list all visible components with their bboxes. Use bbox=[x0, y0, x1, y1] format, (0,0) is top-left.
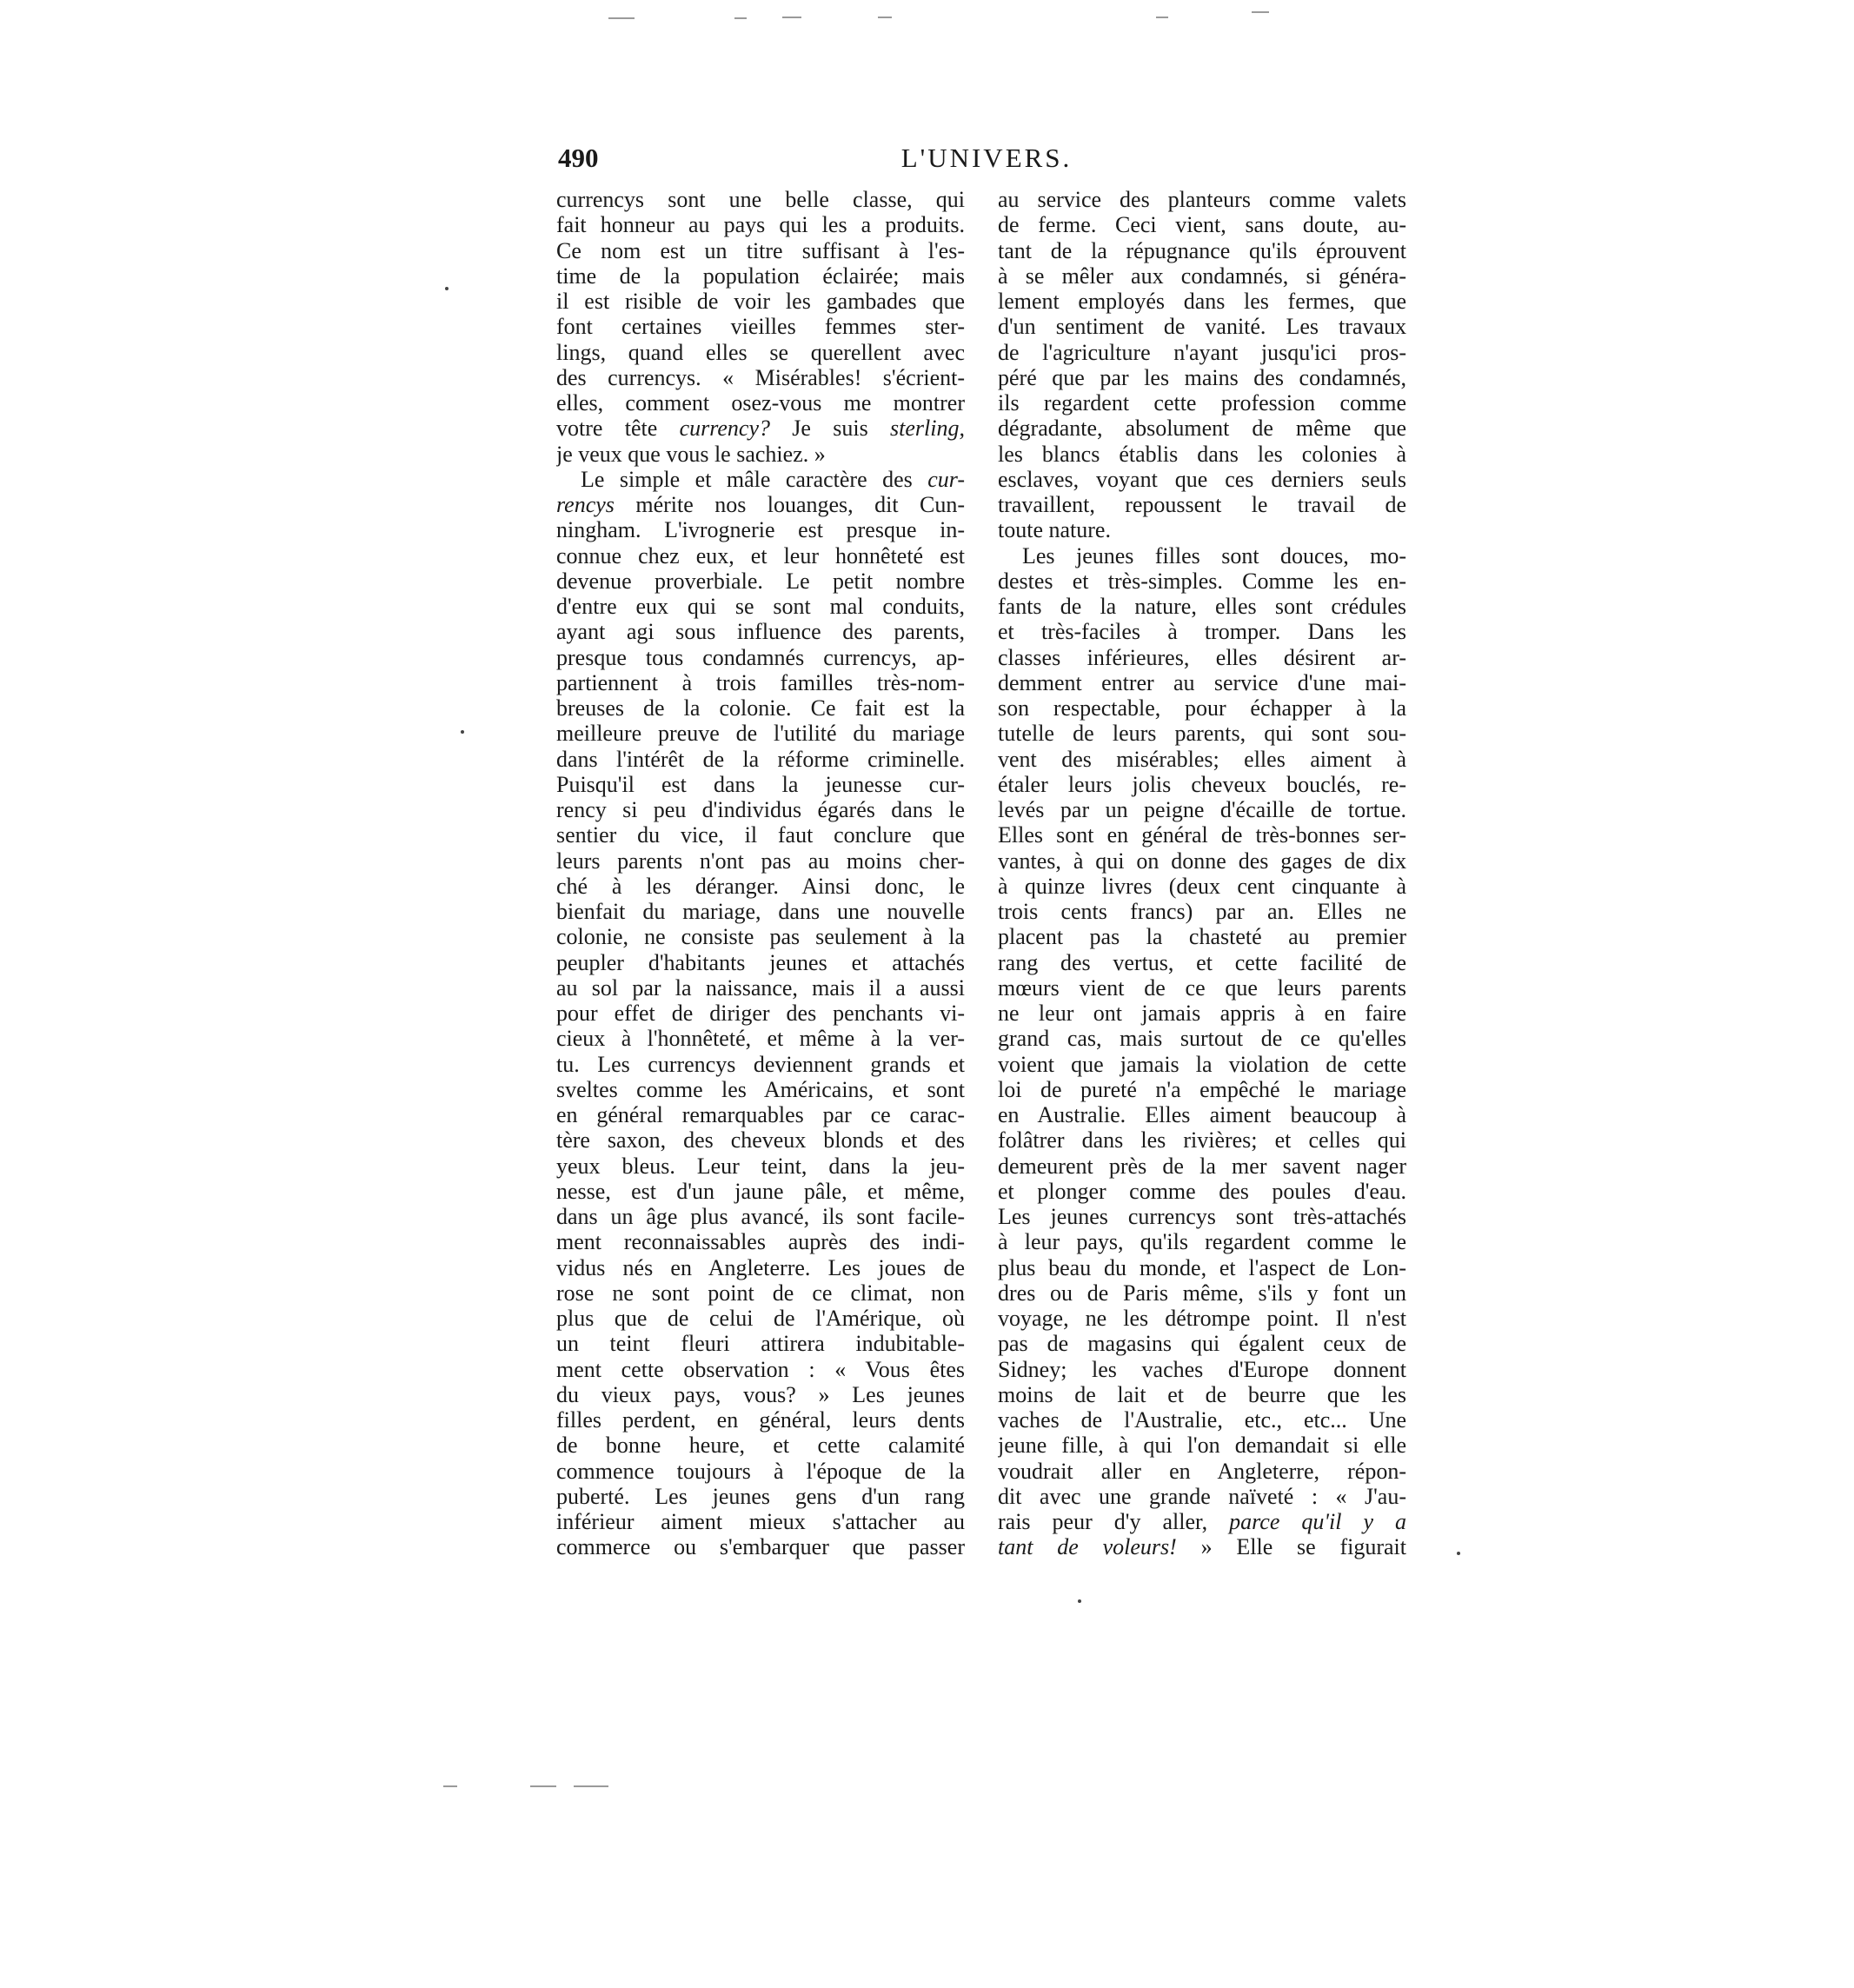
text-line bbox=[998, 1154, 1406, 1179]
text-segment: votre tête bbox=[556, 416, 680, 442]
text-line bbox=[556, 874, 965, 899]
text-segment: levés par un peigne d'écaille de tortue. bbox=[998, 797, 1406, 822]
scan-speck bbox=[443, 1785, 457, 1787]
text-segment: inférieur aiment mieux s'attacher au bbox=[556, 1509, 965, 1534]
text-segment: les blancs établis dans les colonies à bbox=[998, 441, 1406, 467]
text-segment: loi de pureté n'a empêché le mariage bbox=[998, 1076, 1406, 1102]
text-line bbox=[998, 1179, 1406, 1204]
text-segment: vidus nés en Angleterre. Les joues de bbox=[556, 1254, 965, 1280]
text-segment: dans l'intérêt de la réforme criminelle. bbox=[556, 746, 965, 772]
scan-dot bbox=[1078, 1599, 1081, 1603]
page-header bbox=[558, 141, 1415, 179]
text-segment: d'un sentiment de vanité. Les travaux bbox=[998, 314, 1406, 340]
text-line bbox=[556, 1407, 965, 1433]
text-segment: ment cette observation : « Vous êtes bbox=[556, 1356, 965, 1382]
text-segment: dit avec une grande naïveté : « J'au- bbox=[998, 1483, 1406, 1509]
text-line bbox=[556, 670, 965, 695]
text-segment: fants de la nature, elles sont crédules bbox=[998, 594, 1406, 619]
right-text-column bbox=[998, 187, 1406, 1560]
text-segment: vantes, à qui on donne des gages de dix bbox=[998, 848, 1406, 874]
text-line bbox=[998, 1229, 1406, 1254]
text-line bbox=[556, 645, 965, 670]
text-segment: moins de lait et de beurre que les bbox=[998, 1381, 1406, 1407]
text-segment: tère saxon, des cheveux blonds et des bbox=[556, 1127, 965, 1154]
text-segment: dans un âge plus avancé, ils sont facile- bbox=[556, 1204, 965, 1229]
text-segment: en Australie. Elles aiment beaucoup à bbox=[998, 1102, 1406, 1127]
text-segment: connue chez eux, et leur honnêteté est bbox=[556, 542, 965, 568]
text-line bbox=[998, 695, 1406, 721]
text-segment: commerce ou s'embarquer que passer bbox=[556, 1534, 965, 1560]
text-line bbox=[998, 924, 1406, 949]
text-line bbox=[556, 797, 965, 822]
text-segment: Les jeunes filles sont douces, mo- bbox=[1022, 542, 1406, 568]
text-line bbox=[998, 314, 1406, 339]
text-line bbox=[556, 975, 965, 1001]
text-segment: au service des planteurs comme valets bbox=[998, 187, 1406, 212]
text-line bbox=[998, 517, 1406, 542]
text-line bbox=[998, 340, 1406, 365]
text-line bbox=[556, 1382, 965, 1407]
text-line bbox=[998, 848, 1406, 874]
text-segment: folâtrer dans les rivières; et celles qui bbox=[998, 1127, 1406, 1154]
text-segment: Le simple et mâle caractère des bbox=[581, 466, 928, 492]
text-line bbox=[998, 1407, 1406, 1433]
text-segment: voudrait aller en Angleterre, répon- bbox=[998, 1458, 1406, 1484]
text-line bbox=[998, 1077, 1406, 1102]
text-segment: currencys sont une belle classe, qui bbox=[556, 187, 965, 212]
running-title: L'UNIVERS. bbox=[900, 143, 1073, 173]
text-segment: nesse, est d'un jaune pâle, et même, bbox=[556, 1178, 965, 1204]
text-segment: sveltes comme les Américains, et sont bbox=[556, 1076, 965, 1102]
text-segment: demment entrer au service d'une mai- bbox=[998, 669, 1406, 695]
text-segment: ne leur ont jamais appris à en faire bbox=[998, 1001, 1406, 1026]
text-line bbox=[556, 1484, 965, 1509]
text-line bbox=[556, 1331, 965, 1356]
text-line bbox=[998, 289, 1406, 314]
text-line bbox=[998, 645, 1406, 670]
text-line bbox=[998, 263, 1406, 289]
text-segment: time de la population éclairée; mais bbox=[556, 263, 965, 289]
text-segment: péré que par les mains des condamnés, bbox=[998, 364, 1406, 390]
italic-segment: sterling, bbox=[890, 416, 965, 442]
text-line bbox=[556, 1433, 965, 1458]
text-segment: du vieux pays, vous? » Les jeunes bbox=[556, 1381, 965, 1407]
text-line bbox=[556, 1001, 965, 1026]
text-line bbox=[556, 517, 965, 542]
text-segment: de bonne heure, et cette calamité bbox=[556, 1433, 965, 1459]
text-line bbox=[998, 1509, 1406, 1534]
text-line bbox=[998, 442, 1406, 467]
text-segment: étaler leurs jolis cheveux bouclés, re- bbox=[998, 771, 1406, 797]
text-line bbox=[998, 365, 1406, 390]
text-line bbox=[556, 238, 965, 263]
scan-speck bbox=[734, 17, 747, 19]
italic-segment: currency? bbox=[679, 416, 770, 442]
text-segment: toute nature. bbox=[998, 517, 1111, 543]
text-segment: ayant agi sous influence des parents, bbox=[556, 619, 965, 645]
text-segment: et très-faciles à tromper. Dans les bbox=[998, 619, 1406, 645]
scan-dot bbox=[461, 730, 464, 734]
text-segment: plus que de celui de l'Amérique, où bbox=[556, 1306, 965, 1331]
text-segment: voient que jamais la violation de cette bbox=[998, 1051, 1406, 1077]
text-line bbox=[998, 1102, 1406, 1127]
text-line bbox=[556, 1534, 965, 1559]
text-segment: vent des misérables; elles aiment à bbox=[998, 746, 1406, 772]
text-segment: tutelle de leurs parents, qui sont sou- bbox=[998, 721, 1406, 747]
text-segment: rose ne sont point de ce climat, non bbox=[556, 1280, 965, 1306]
scan-speck bbox=[608, 17, 635, 19]
text-line bbox=[556, 416, 965, 441]
italic-segment: tant de voleurs! bbox=[998, 1534, 1177, 1560]
text-segment: jeune fille, à qui l'on demandait si elle bbox=[998, 1433, 1406, 1459]
text-line bbox=[998, 1382, 1406, 1407]
text-segment: un teint fleuri attirera indubitable- bbox=[556, 1331, 965, 1357]
text-line bbox=[556, 822, 965, 848]
text-line bbox=[556, 950, 965, 975]
text-segment: rency si peu d'individus égarés dans le bbox=[556, 797, 965, 822]
text-segment: placent pas la chasteté au premier bbox=[998, 924, 1406, 950]
scan-dot bbox=[445, 287, 449, 290]
text-segment: demeurent près de la mer savent nager bbox=[998, 1153, 1406, 1179]
text-line bbox=[998, 1331, 1406, 1356]
text-line bbox=[556, 314, 965, 339]
text-segment: yeux bleus. Leur teint, dans la jeu- bbox=[556, 1153, 965, 1179]
text-line bbox=[556, 442, 965, 467]
text-segment: Je suis bbox=[770, 416, 891, 442]
text-line bbox=[998, 594, 1406, 619]
text-segment: leurs parents n'ont pas au moins cher- bbox=[556, 848, 965, 874]
text-segment: tant de la répugnance qu'ils éprouvent bbox=[998, 237, 1406, 263]
text-segment: font certaines vieilles femmes ster- bbox=[556, 314, 965, 340]
text-segment: cieux à l'honnêteté, et même à la ver- bbox=[556, 1026, 965, 1052]
text-segment: commence toujours à l'époque de la bbox=[556, 1458, 965, 1484]
text-segment: sentier du vice, il faut conclure que bbox=[556, 822, 965, 848]
text-line bbox=[556, 212, 965, 237]
text-segment: son respectable, pour échapper à la bbox=[998, 695, 1406, 721]
text-segment: filles perdent, en général, leurs dents bbox=[556, 1407, 965, 1433]
text-segment: puberté. Les jeunes gens d'un rang bbox=[556, 1483, 965, 1509]
text-line bbox=[556, 1255, 965, 1280]
text-line bbox=[998, 874, 1406, 899]
text-line bbox=[556, 1102, 965, 1127]
text-line bbox=[556, 1026, 965, 1051]
text-segment: partiennent à trois familles très-nom- bbox=[556, 669, 965, 695]
text-line bbox=[556, 492, 965, 517]
text-segment: pour effet de diriger des penchants vi- bbox=[556, 1001, 965, 1026]
text-line bbox=[998, 212, 1406, 237]
text-line bbox=[556, 187, 965, 212]
text-segment: des currencys. « Misérables! s'écrient- bbox=[556, 364, 965, 390]
text-segment: destes et très-simples. Comme les en- bbox=[998, 568, 1406, 594]
text-segment: en général remarquables par ce carac- bbox=[556, 1102, 965, 1127]
text-segment: travaillent, repoussent le travail de bbox=[998, 492, 1406, 517]
text-line bbox=[556, 772, 965, 797]
text-line bbox=[998, 1280, 1406, 1306]
scan-speck bbox=[1252, 11, 1269, 13]
text-line bbox=[556, 1204, 965, 1229]
text-segment: presque tous condamnés currencys, ap- bbox=[556, 644, 965, 670]
text-segment: vaches de l'Australie, etc., etc... Une bbox=[998, 1407, 1406, 1433]
text-line bbox=[998, 670, 1406, 695]
text-line bbox=[998, 187, 1406, 212]
text-line bbox=[998, 568, 1406, 594]
text-line bbox=[556, 263, 965, 289]
text-segment: voyage, ne les détrompe point. Il n'est bbox=[998, 1306, 1406, 1331]
text-line bbox=[556, 1077, 965, 1102]
text-segment: Sidney; les vaches d'Europe donnent bbox=[998, 1356, 1406, 1382]
text-segment: ils regardent cette profession comme bbox=[998, 390, 1406, 416]
text-segment: devenue proverbiale. Le petit nombre bbox=[556, 568, 965, 594]
text-line bbox=[998, 238, 1406, 263]
text-line bbox=[556, 1280, 965, 1306]
text-line bbox=[556, 1459, 965, 1484]
text-line bbox=[998, 1255, 1406, 1280]
text-line bbox=[556, 1052, 965, 1077]
text-segment: ment reconnaissables auprès des indi- bbox=[556, 1229, 965, 1255]
text-segment: ché à les déranger. Ainsi donc, le bbox=[556, 873, 965, 899]
italic-segment: cur- bbox=[927, 466, 965, 492]
text-line bbox=[556, 619, 965, 644]
text-line bbox=[556, 1229, 965, 1254]
text-line bbox=[556, 1127, 965, 1153]
text-line bbox=[998, 543, 1406, 568]
text-segment: de l'agriculture n'ayant jusqu'ici pros- bbox=[998, 339, 1406, 365]
text-line bbox=[998, 416, 1406, 441]
text-segment: d'entre eux qui se sont mal conduits, bbox=[556, 594, 965, 619]
text-segment: trois cents francs) par an. Elles ne bbox=[998, 899, 1406, 924]
text-line bbox=[998, 390, 1406, 416]
text-segment: mœurs vient de ce que leurs parents bbox=[998, 974, 1406, 1001]
text-segment: rang des vertus, et cette facilité de bbox=[998, 949, 1406, 975]
text-segment: lings, quand elles se querellent avec bbox=[556, 339, 965, 365]
text-line bbox=[556, 1306, 965, 1331]
text-line bbox=[556, 365, 965, 390]
text-segment: à se mêler aux condamnés, si généra- bbox=[998, 263, 1406, 289]
text-line bbox=[998, 772, 1406, 797]
text-segment: fait honneur au pays qui les a produits. bbox=[556, 212, 965, 238]
text-segment: peupler d'habitants jeunes et attachés bbox=[556, 949, 965, 975]
left-text-column bbox=[556, 187, 965, 1560]
scan-dot bbox=[1457, 1552, 1460, 1555]
text-line bbox=[998, 619, 1406, 644]
text-line bbox=[556, 467, 965, 492]
scan-speck bbox=[530, 1785, 556, 1787]
text-segment: Les jeunes currencys sont très-attachés bbox=[998, 1204, 1406, 1229]
scan-speck bbox=[878, 17, 892, 18]
text-line bbox=[998, 975, 1406, 1001]
text-line bbox=[998, 899, 1406, 924]
scan-speck bbox=[1156, 17, 1168, 18]
text-segment: meilleure preuve de l'utilité du mariage bbox=[556, 721, 965, 747]
text-line bbox=[998, 1026, 1406, 1051]
text-segment: à leur pays, qu'ils regardent comme le bbox=[998, 1229, 1406, 1255]
text-line bbox=[556, 848, 965, 874]
text-line bbox=[556, 747, 965, 772]
text-segment: au sol par la naissance, mais il a aussi bbox=[556, 974, 965, 1001]
text-segment: rais peur d'y aller, bbox=[998, 1509, 1230, 1534]
text-line bbox=[998, 1357, 1406, 1382]
text-line bbox=[998, 747, 1406, 772]
text-segment: elles, comment osez-vous me montrer bbox=[556, 390, 965, 416]
text-line bbox=[556, 1154, 965, 1179]
text-segment: breuses de la colonie. Ce fait est la bbox=[556, 695, 965, 721]
text-line bbox=[556, 340, 965, 365]
text-segment: et plonger comme des poules d'eau. bbox=[998, 1178, 1406, 1204]
text-line bbox=[998, 797, 1406, 822]
text-segment: il est risible de voir les gambades que bbox=[556, 289, 965, 314]
text-segment: Elles sont en général de très-bonnes ser- bbox=[998, 822, 1406, 848]
text-line bbox=[998, 1433, 1406, 1458]
text-segment: esclaves, voyant que ces derniers seuls bbox=[998, 466, 1406, 492]
text-line bbox=[556, 1179, 965, 1204]
italic-segment: rencys bbox=[556, 492, 615, 517]
text-line bbox=[998, 1204, 1406, 1229]
page-number: 490 bbox=[558, 143, 599, 173]
text-segment: ningham. L'ivrognerie est presque in- bbox=[556, 517, 965, 543]
text-segment: à quinze livres (deux cent cinquante à bbox=[998, 873, 1406, 899]
text-line bbox=[556, 594, 965, 619]
text-segment: Ce nom est un titre suffisant à l'es- bbox=[556, 237, 965, 263]
text-segment: bienfait du mariage, dans une nouvelle bbox=[556, 899, 965, 924]
text-segment: lement employés dans les fermes, que bbox=[998, 289, 1406, 314]
text-line bbox=[556, 695, 965, 721]
text-line bbox=[998, 1484, 1406, 1509]
text-line bbox=[556, 899, 965, 924]
text-segment: grand cas, mais surtout de ce qu'elles bbox=[998, 1026, 1406, 1052]
text-line bbox=[556, 924, 965, 949]
text-segment: je veux que vous le sachiez. » bbox=[556, 441, 826, 467]
text-line bbox=[998, 1127, 1406, 1153]
text-segment: classes inférieures, elles désirent ar- bbox=[998, 644, 1406, 670]
text-line bbox=[998, 492, 1406, 517]
text-segment: pas de magasins qui égalent ceux de bbox=[998, 1331, 1406, 1357]
text-line bbox=[998, 1052, 1406, 1077]
text-line bbox=[998, 1306, 1406, 1331]
text-line bbox=[998, 1534, 1406, 1559]
text-line bbox=[998, 822, 1406, 848]
text-line bbox=[556, 1509, 965, 1534]
text-segment: tu. Les currencys deviennent grands et bbox=[556, 1051, 965, 1077]
text-line bbox=[998, 721, 1406, 746]
text-segment: dégradante, absolument de même que bbox=[998, 416, 1406, 442]
text-line bbox=[556, 1357, 965, 1382]
text-line bbox=[556, 543, 965, 568]
text-line bbox=[998, 1001, 1406, 1026]
text-segment: » Elle se figurait bbox=[1176, 1534, 1406, 1560]
text-segment: colonie, ne consiste pas seulement à la bbox=[556, 924, 965, 950]
text-line bbox=[998, 467, 1406, 492]
text-segment: plus beau du monde, et l'aspect de Lon- bbox=[998, 1254, 1406, 1280]
text-line bbox=[556, 721, 965, 746]
text-segment: Puisqu'il est dans la jeunesse cur- bbox=[556, 771, 965, 797]
text-segment: dres ou de Paris même, s'ils y font un bbox=[998, 1280, 1406, 1306]
scan-speck bbox=[782, 17, 801, 18]
text-segment: mérite nos louanges, dit Cun- bbox=[614, 492, 965, 517]
text-line bbox=[556, 568, 965, 594]
text-line bbox=[556, 390, 965, 416]
text-line bbox=[998, 1459, 1406, 1484]
italic-segment: parce qu'il y a bbox=[1229, 1509, 1406, 1534]
scan-speck bbox=[574, 1785, 608, 1787]
text-line bbox=[998, 950, 1406, 975]
text-segment: de ferme. Ceci vient, sans doute, au- bbox=[998, 212, 1406, 238]
text-line bbox=[556, 289, 965, 314]
